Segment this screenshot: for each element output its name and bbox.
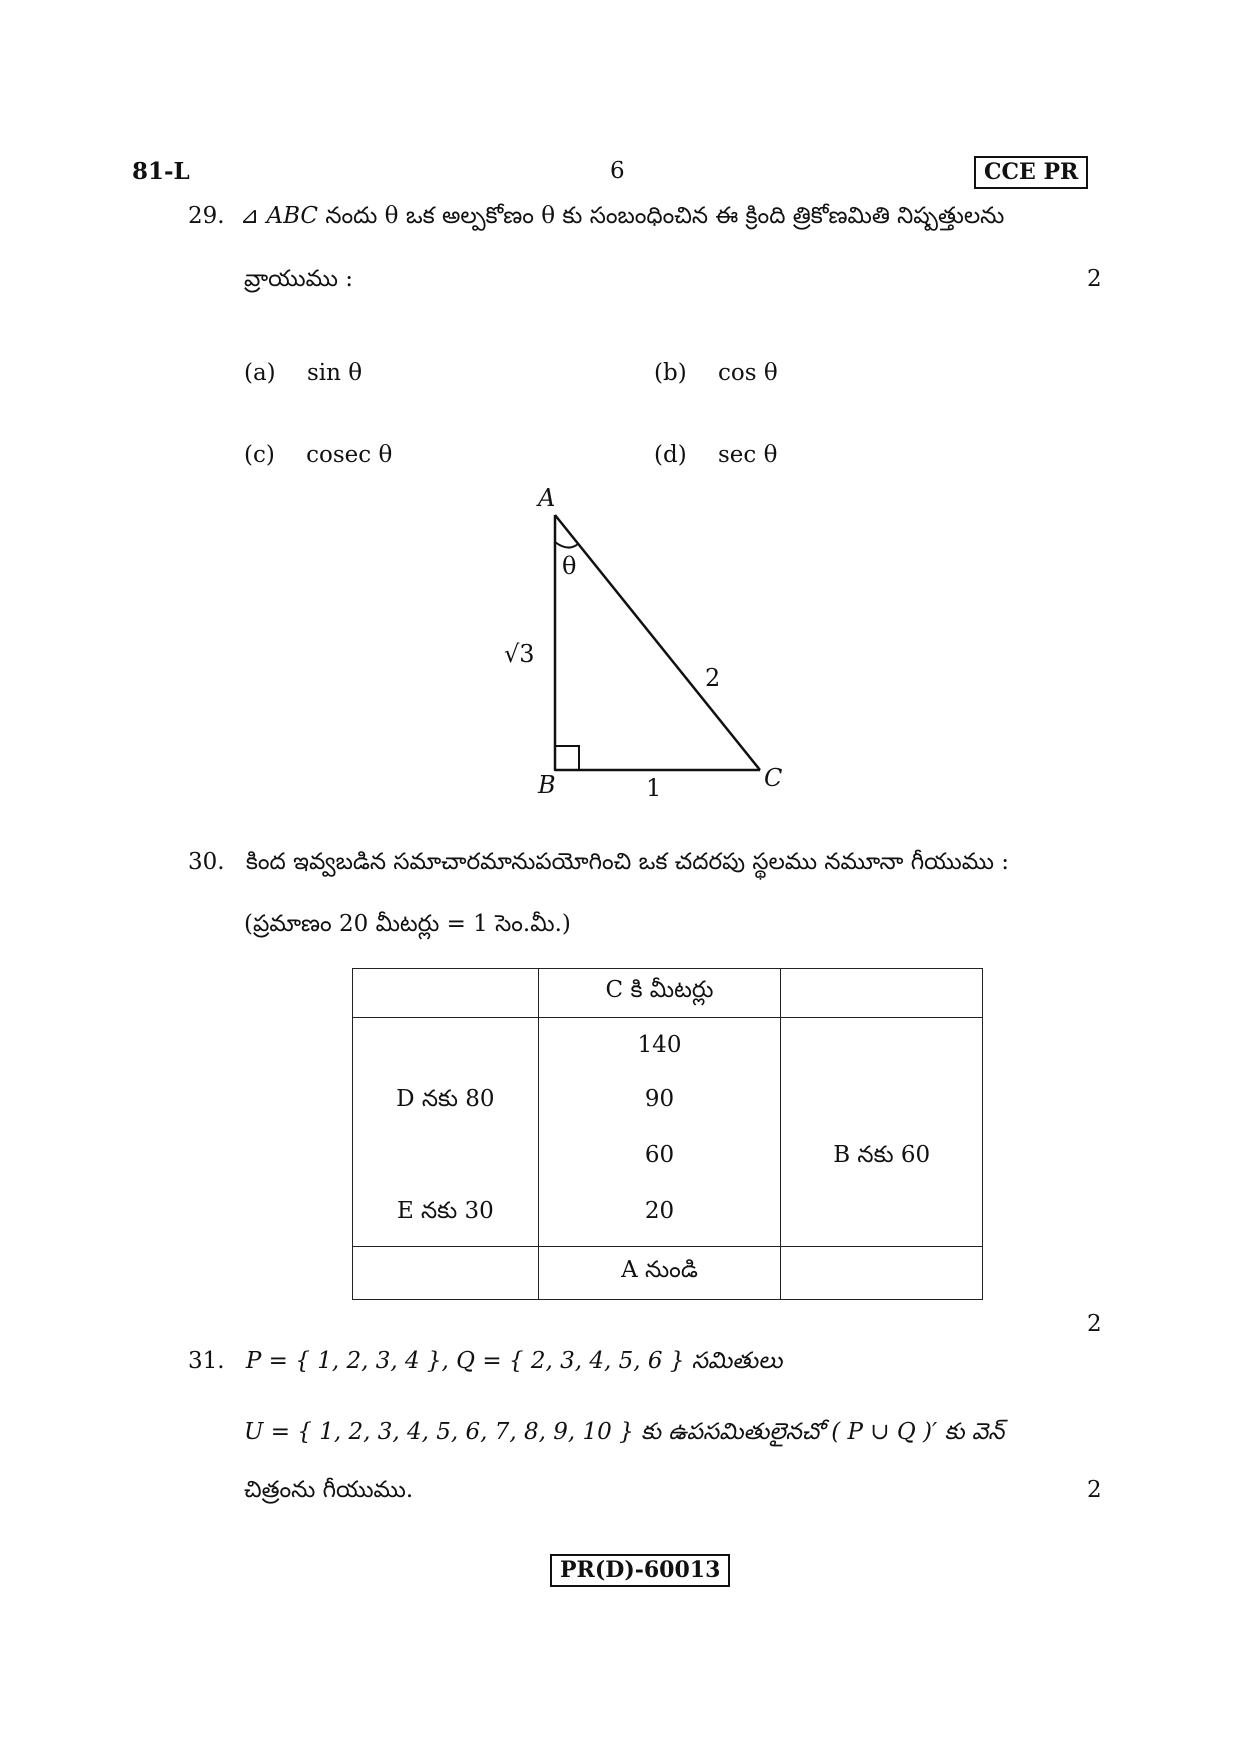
table-cell bbox=[353, 1247, 539, 1300]
option-text: sin θ bbox=[306, 360, 363, 386]
footer-code: PR(D)-60013 bbox=[550, 1554, 730, 1587]
scale-note: (ప్రమాణం 20 మీటర్లు = 1 సెం.మీ.) bbox=[244, 911, 571, 937]
triangle-name: ABC bbox=[266, 203, 319, 229]
side-ac bbox=[555, 515, 760, 770]
offset-b: B నకు 60 bbox=[833, 1142, 931, 1168]
option-label: (b) bbox=[654, 360, 687, 386]
marks: 2 bbox=[1087, 1311, 1102, 1337]
question-text: P = { 1, 2, 3, 4 }, Q = { 2, 3, 4, 5, 6 } సమితులు bbox=[245, 1348, 783, 1374]
offset-e: E నకు 30 bbox=[396, 1198, 494, 1224]
table-cell bbox=[781, 1247, 983, 1300]
table-cell bbox=[353, 969, 539, 1018]
triangle-symbol-icon: ⊿ bbox=[239, 203, 260, 229]
right-angle-marker bbox=[555, 746, 579, 770]
question-text: కింద ఇవ్వబడిన సమాచారమానుపయోగించి ఒక చదరపు స్థలము నమూనా గీయుము : bbox=[245, 849, 1010, 875]
question-31-line3: చిత్రంను గీయుము. bbox=[244, 1477, 414, 1503]
angle-theta-label: θ bbox=[562, 552, 577, 580]
table-row bbox=[353, 1018, 983, 1247]
question-30 bbox=[188, 851, 1009, 874]
table-header-mid: C కి మీటర్లు bbox=[538, 969, 781, 1018]
side-ab-label: √3 bbox=[504, 640, 535, 668]
marks: 2 bbox=[1087, 266, 1102, 292]
table-row bbox=[353, 1247, 983, 1300]
field-book-table bbox=[352, 968, 983, 1300]
table-row bbox=[353, 969, 983, 1018]
option-text: sec θ bbox=[717, 442, 778, 468]
chain-value: 60 bbox=[644, 1142, 675, 1168]
option-label: (d) bbox=[654, 442, 687, 468]
option-text: cos θ bbox=[717, 360, 778, 386]
question-29-continued: వ్రాయుము : bbox=[244, 266, 353, 292]
chain-value: 140 bbox=[637, 1032, 682, 1058]
question-31-line2: U = { 1, 2, 3, 4, 5, 6, 7, 8, 9, 10 } కు ఉపసమితులైనచో ( P ∪ Q )′ కు వెన్ bbox=[244, 1419, 1005, 1445]
table-footer-mid: A నుండి bbox=[538, 1247, 781, 1300]
stream-badge: CCE PR bbox=[974, 156, 1088, 189]
paper-code: 81-L bbox=[132, 158, 190, 185]
question-text: నందు θ ఒక అల్పకోణం θ కు సంబంధించిన ఈ క్రింది త్రికోణమితి నిష్పత్తులను bbox=[318, 203, 1005, 229]
question-number: 31. bbox=[188, 1348, 225, 1374]
page-number: 6 bbox=[610, 158, 625, 184]
question-number: 30. bbox=[188, 849, 225, 875]
vertex-c-label: C bbox=[764, 764, 783, 792]
side-bc-label: 1 bbox=[646, 774, 662, 802]
question-31 bbox=[188, 1350, 782, 1373]
vertex-b-label: B bbox=[538, 771, 556, 799]
chain-value: 90 bbox=[644, 1086, 675, 1112]
left-offsets-cell bbox=[353, 1018, 539, 1247]
chain-value: 20 bbox=[644, 1198, 675, 1224]
chain-values-cell bbox=[538, 1018, 781, 1247]
question-number: 29. bbox=[188, 203, 225, 229]
table-cell bbox=[781, 969, 983, 1018]
right-offsets-cell bbox=[781, 1018, 983, 1247]
vertex-a-label: A bbox=[538, 484, 556, 512]
marks: 2 bbox=[1087, 1477, 1102, 1503]
option-text: cosec θ bbox=[306, 442, 393, 468]
option-label: (a) bbox=[244, 360, 276, 386]
angle-arc bbox=[555, 542, 578, 548]
side-ac-label: 2 bbox=[705, 664, 721, 692]
option-label: (c) bbox=[244, 442, 275, 468]
offset-d: D నకు 80 bbox=[396, 1086, 495, 1112]
